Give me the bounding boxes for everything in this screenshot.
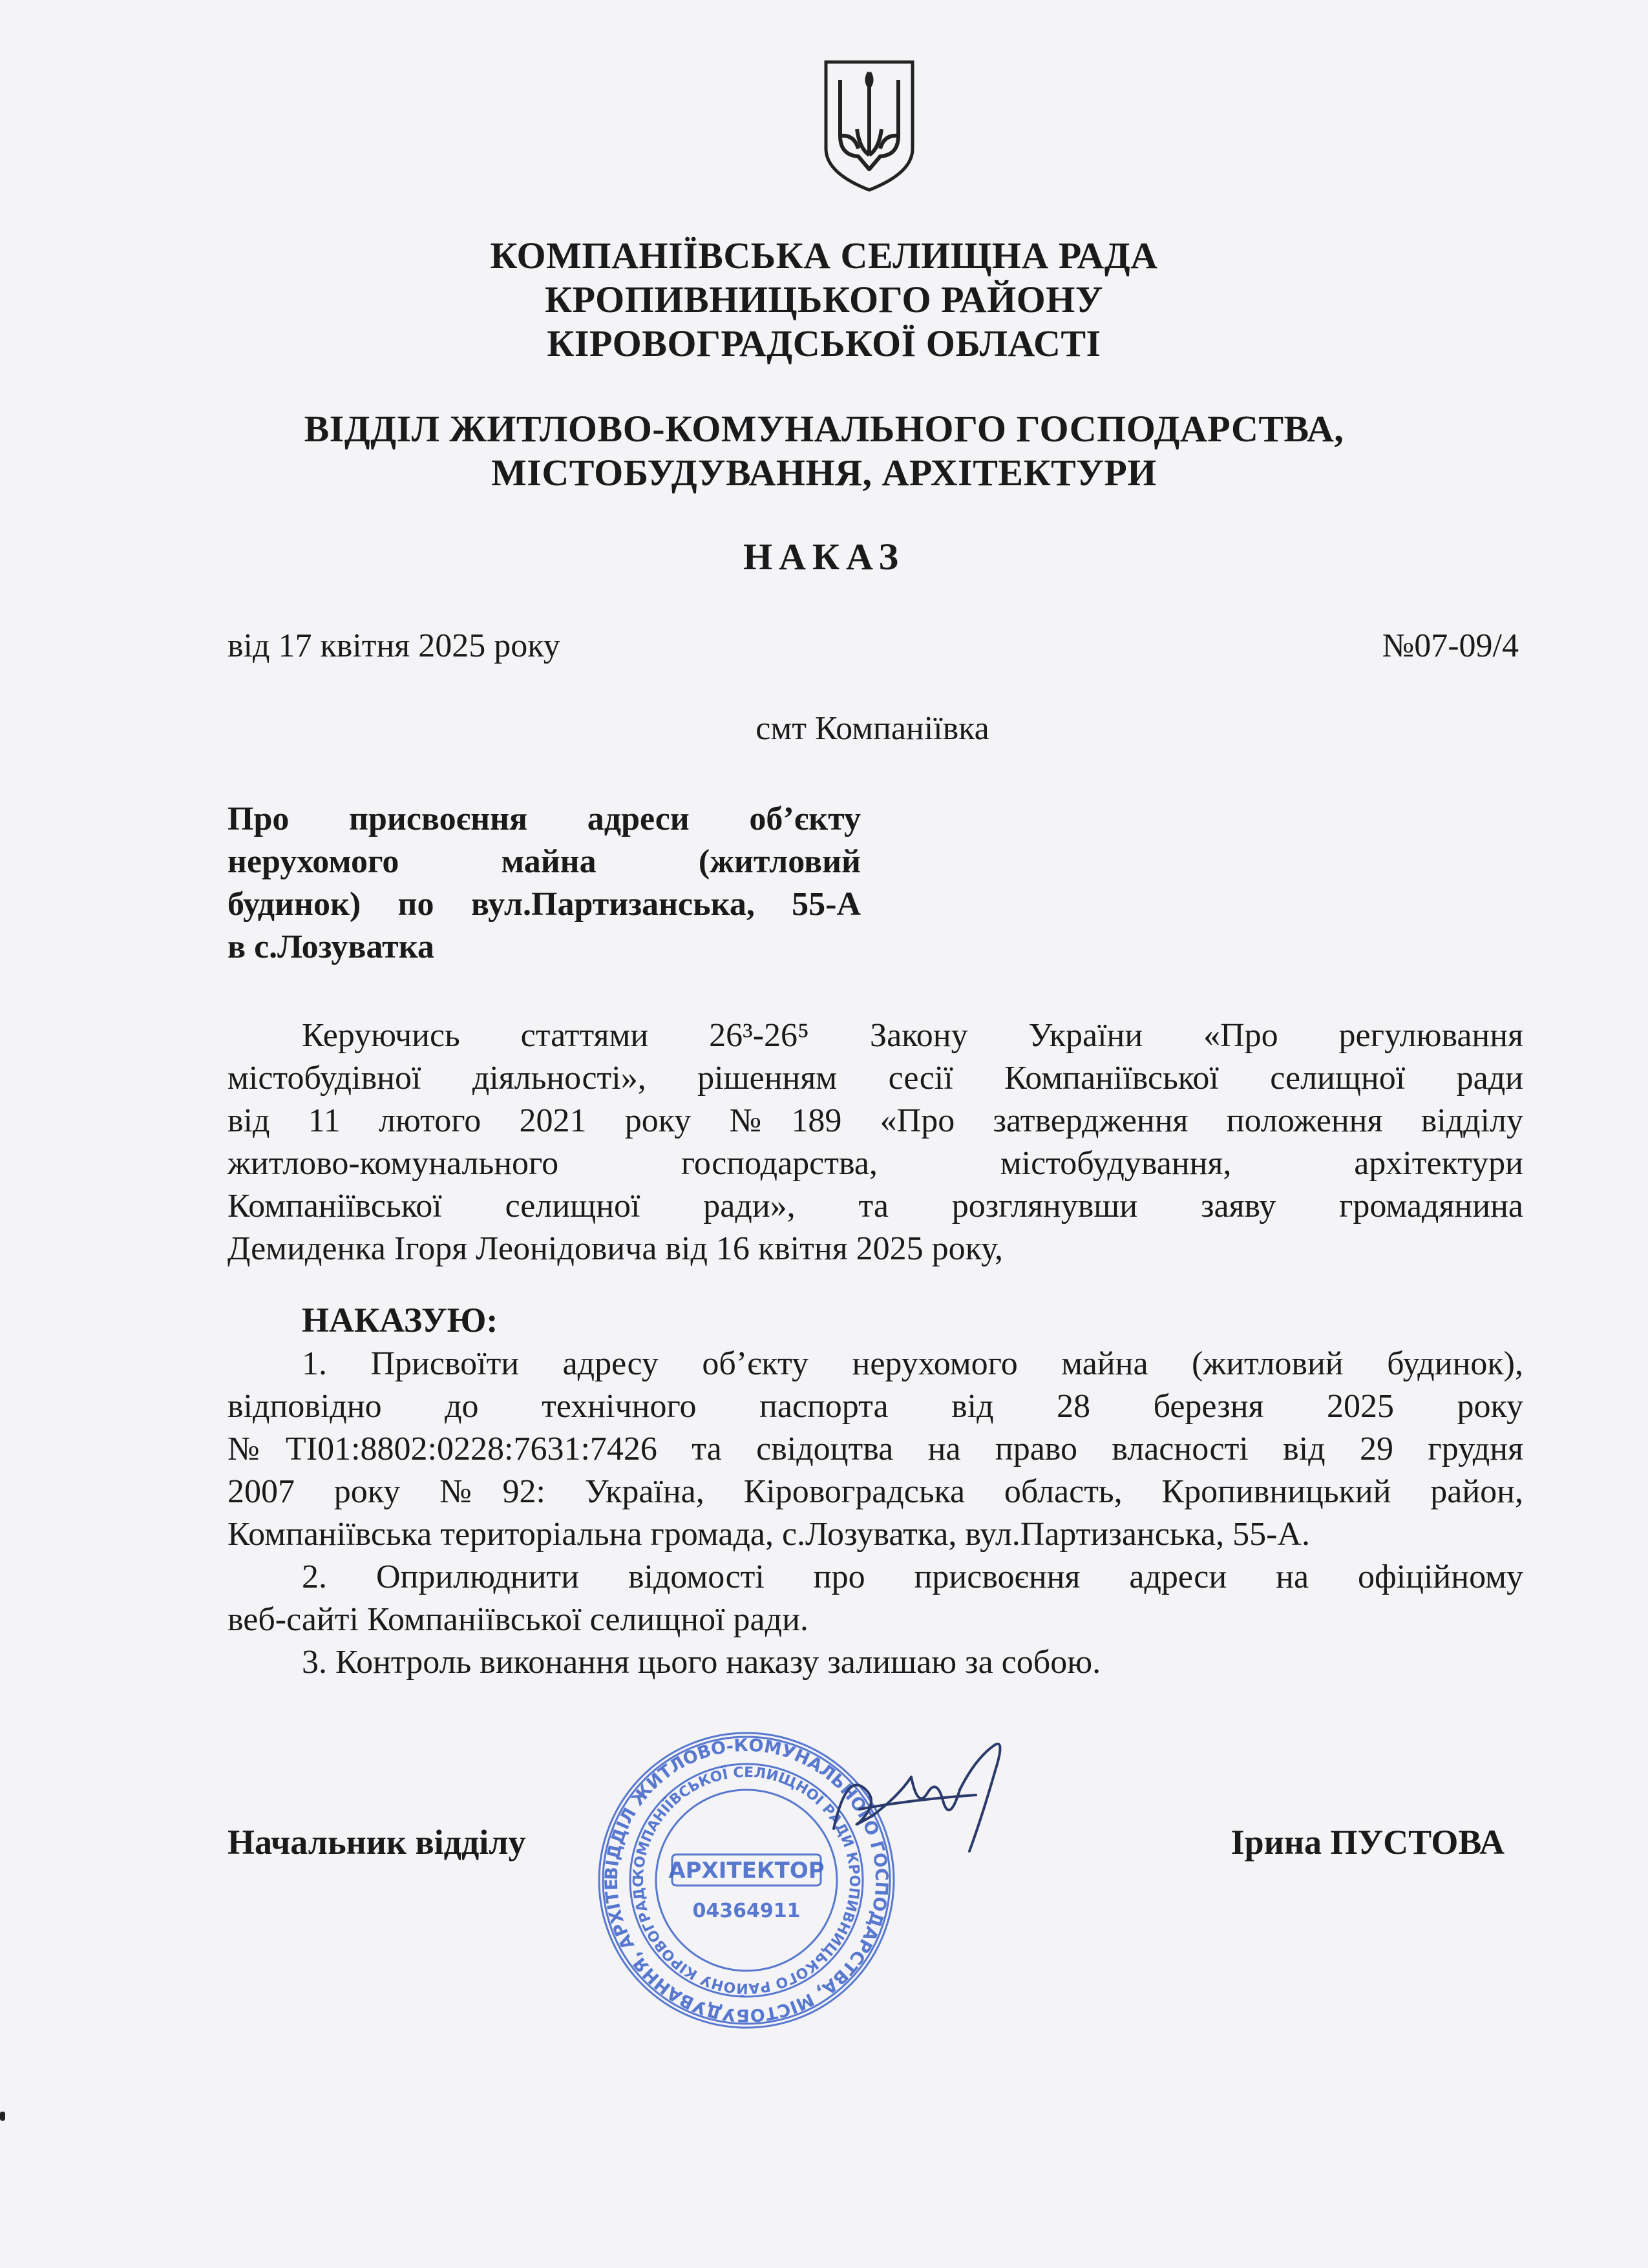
order-items <box>227 1343 1523 1684</box>
order-place: смт Компаніївка <box>755 710 989 747</box>
signatory-name: Ірина ПУСТОВА <box>1231 1823 1505 1862</box>
council-line: КІРОВОГРАДСЬКОЇ ОБЛАСТІ <box>547 322 1101 364</box>
subject-line: будинок) по вул.Партизанська, 55-А <box>227 886 861 923</box>
scan-mark <box>0 2112 5 2121</box>
subject-line: Про присвоєння адреси об’єкту <box>227 801 861 837</box>
subject-line: в с.Лозуватка <box>227 929 434 965</box>
preamble-line: житлово-комунального господарства, містобудування, архітектури <box>227 1145 1523 1182</box>
department-line: МІСТОБУДУВАННЯ, АРХІТЕКТУРИ <box>491 452 1157 494</box>
stamp-inner-ring-text: КОМПАНІЇВСЬКОЇ СЕЛИЩНОЇ РАДИ КРОПИВНИЦЬКОГО РАЙОНУ КІРОВОГРАДС <box>630 1764 863 1997</box>
council-line: КРОПИВНИЦЬКОГО РАЙОНУ <box>545 278 1103 320</box>
item-line: 3. Контроль виконання цього наказу залишаю за собою. <box>302 1644 1101 1681</box>
order-subject <box>227 798 861 969</box>
item-line: 2007 року №92: Україна, Кіровоградська область, Кропивницький район, <box>227 1473 1523 1510</box>
item-line: веб-сайті Компаніївської селищної ради. <box>227 1601 808 1638</box>
document-title <box>0 535 1648 579</box>
stamp-code: 04364911 <box>692 1900 801 1922</box>
trident-emblem-icon <box>821 58 918 194</box>
item-line: 1. Присвоїти адресу об’єкту нерухомого майна (житловий будинок), <box>302 1345 1523 1382</box>
order-date: від 17 квітня 2025 року <box>227 627 560 664</box>
preamble-paragraph <box>227 1014 1523 1270</box>
signatory-position: Начальник відділу <box>227 1823 526 1862</box>
order-heading: НАКАЗУЮ: <box>302 1301 498 1339</box>
preamble-line: Компаніївської селищної ради», та розглянувши заяву громадянина <box>227 1188 1523 1224</box>
item-line: відповідно до технічного паспорта від 28 березня 2025 року <box>227 1388 1523 1425</box>
preamble-line: Демиденка Ігоря Леонідовича від 16 квітня 2025 року, <box>227 1230 1003 1267</box>
stamp-outer-ring-text: ВІДДІЛ ЖИТЛОВО-КОМУНАЛЬНОГО ГОСПОДАРСТВА, МІСТОБУДУВАННЯ, АРХІТЕ <box>601 1735 892 2026</box>
item-line: Компаніївська територіальна громада, с.Лозуватка, вул.Партизанська, 55-А. <box>227 1516 1310 1553</box>
council-name <box>0 234 1648 366</box>
department-line: ВІДДІЛ ЖИТЛОВО-КОМУНАЛЬНОГО ГОСПОДАРСТВА, <box>304 408 1344 450</box>
document-type: НАКАЗ <box>743 536 905 578</box>
stamp-center-label: АРХІТЕКТОР <box>668 1858 825 1884</box>
item-line: №ТІ01:8802:0228:7631:7426 та свідоцтва на право власності від 29 грудня <box>227 1431 1523 1467</box>
order-number: №07-09/4 <box>1382 627 1519 664</box>
preamble-line: від 11 лютого 2021 року №189 «Про затвердження положення відділу <box>227 1102 1523 1139</box>
preamble-line: Керуючись статтями 26³-26⁵ Закону України «Про регулювання <box>302 1017 1523 1054</box>
subject-line: нерухомого майна (житловий <box>227 843 861 880</box>
council-line: КОМПАНІЇВСЬКА СЕЛИЩНА РАДА <box>490 235 1158 277</box>
item-line: 2. Оприлюднити відомості про присвоєння адреси на офіційному <box>302 1559 1523 1595</box>
preamble-line: містобудівної діяльності», рішенням сесії Компаніївської селищної ради <box>227 1060 1523 1097</box>
handwritten-signature <box>821 1732 1034 1861</box>
department-name <box>0 407 1648 495</box>
